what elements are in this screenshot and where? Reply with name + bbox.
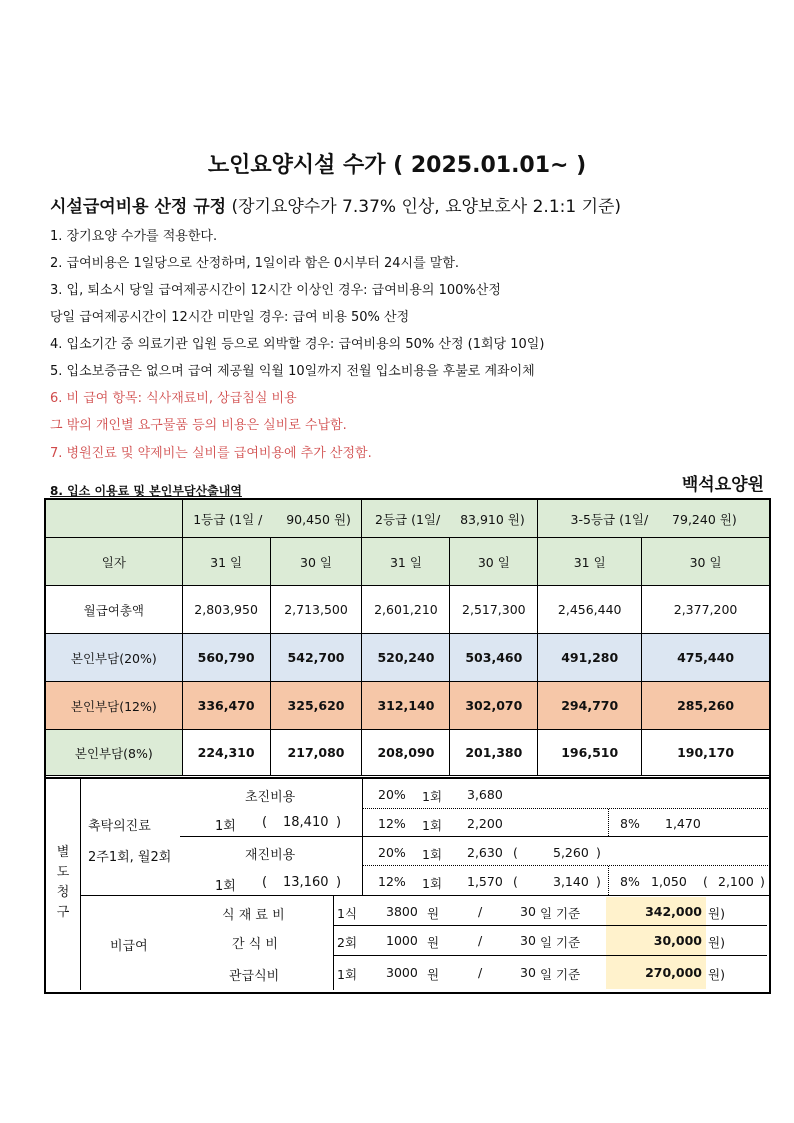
paren: ) [596, 845, 601, 860]
paren: ) [596, 874, 601, 889]
grade-1-label: 1등급 (1일 / [193, 511, 263, 527]
days-cell: 30 일 [642, 538, 770, 586]
won: 원 [427, 967, 440, 982]
rule-7: 7. 병원진료 및 약제비는 실비를 급여비용에 추가 산정함. [50, 446, 372, 461]
amount: 2,630 [467, 845, 503, 860]
days-cell: 31 일 [182, 538, 270, 586]
value-cell: 503,460 [450, 634, 538, 682]
separate-billing-label [55, 843, 71, 923]
side-char: 청 [56, 885, 70, 900]
rule-6: 6. 비 급여 항목: 식사재료비, 상급침실 비용 [50, 391, 297, 406]
divider [363, 808, 768, 809]
days-cell: 30 일 [270, 538, 362, 586]
unit: 원) [708, 967, 725, 982]
fee-table-frame [44, 498, 771, 779]
divider [363, 865, 768, 866]
amount: 1,570 [467, 874, 503, 889]
count: 1식 [337, 906, 358, 921]
rule-6-sub: 그 밖의 개인별 요구물품 등의 비용은 실비로 수납함. [50, 418, 347, 433]
paren: ) [336, 815, 342, 830]
value-cell: 542,700 [270, 634, 362, 682]
rule-3: 3. 입, 퇴소시 당일 급여제공시간이 12시간 이상인 경우: 급여비용의 100%산정 [50, 283, 501, 298]
days: 30 [520, 904, 536, 919]
row-label: 본인부담(8%) [46, 730, 183, 776]
first-visit-amount: 18,410 [283, 815, 329, 830]
tube-feeding-cost-label: 관급식비 [229, 969, 280, 984]
value-cell: 2,456,440 [538, 586, 642, 634]
amount: 3,680 [467, 787, 503, 802]
grade-3-label: 3-5등급 (1일/ [570, 511, 649, 527]
paren: ( [703, 874, 708, 889]
side-char: 구 [56, 905, 70, 920]
side-char: 도 [56, 865, 70, 880]
value-cell: 336,470 [182, 682, 270, 730]
divider [608, 866, 610, 895]
basis: 일 기준 [540, 935, 581, 950]
slash: / [478, 904, 483, 919]
value-cell: 224,310 [182, 730, 270, 776]
first-visit-count: 1회 [215, 819, 236, 834]
total: 342,000 [645, 904, 702, 919]
nonpay-label: 비급여 [110, 939, 148, 954]
days: 30 [520, 965, 536, 980]
revisit-title: 재진비용 [245, 848, 296, 863]
won: 원 [427, 935, 440, 950]
rule-2: 2. 급여비용은 1일당으로 산정하며, 1일이라 함은 0시부터 24시를 말함. [50, 256, 460, 271]
value-cell: 560,790 [182, 634, 270, 682]
rule-1: 1. 장기요양 수가를 적용한다. [50, 229, 218, 244]
value-cell: 217,080 [270, 730, 362, 776]
rule-5: 5. 입소보증금은 없으며 급여 제공월 익월 10일까지 전월 입소비용을 후불로 계좌이체 [50, 364, 535, 379]
unit: 원) [708, 906, 725, 921]
revisit-amount: 13,160 [283, 875, 329, 890]
value-cell: 201,380 [450, 730, 538, 776]
price: 3000 [386, 965, 418, 980]
total: 30,000 [653, 933, 702, 948]
days: 30 [520, 933, 536, 948]
slash: / [478, 965, 483, 980]
first-visit-title: 초진비용 [245, 790, 296, 805]
value-cell: 2,713,500 [270, 586, 362, 634]
value-cell: 475,440 [642, 634, 770, 682]
value-cell: 520,240 [362, 634, 450, 682]
divider [333, 896, 334, 990]
value-cell: 2,803,950 [182, 586, 270, 634]
value-cell: 302,070 [450, 682, 538, 730]
paren: ) [336, 875, 342, 890]
value-cell: 325,620 [270, 682, 362, 730]
paren: ( [262, 875, 268, 890]
slash: / [478, 933, 483, 948]
count: 1회 [422, 876, 443, 891]
row-label: 월급여총액 [46, 586, 183, 634]
amount: 2,200 [467, 816, 503, 831]
days-label: 일자 [46, 538, 183, 586]
divider [80, 779, 81, 990]
amount: 3,140 [553, 874, 589, 889]
value-cell: 2,377,200 [642, 586, 770, 634]
amount: 5,260 [553, 845, 589, 860]
count: 1회 [422, 818, 443, 833]
count: 1회 [422, 789, 443, 804]
pct-12: 12% [378, 816, 406, 831]
value-cell: 285,260 [642, 682, 770, 730]
value-cell: 312,140 [362, 682, 450, 730]
rule-3-sub: 당일 급여제공시간이 12시간 미만일 경우: 급여 비용 50% 산정 [50, 310, 410, 325]
count: 1회 [337, 967, 358, 982]
side-char: 별 [56, 845, 70, 860]
pct-20: 20% [378, 845, 406, 860]
doctor-visit-label: 촉탁의진료 [88, 819, 151, 834]
row-label: 본인부담(12%) [46, 682, 183, 730]
unit: 원) [708, 935, 725, 950]
value-cell: 2,601,210 [362, 586, 450, 634]
divider [363, 836, 768, 837]
basis: 일 기준 [540, 906, 581, 921]
pct-8: 8% [620, 816, 640, 831]
pct-12: 12% [378, 874, 406, 889]
doctor-visit-frequency: 2주1회, 월2회 [88, 850, 172, 865]
grade-2-fee: 83,910 원) [460, 511, 525, 527]
divider [180, 836, 362, 837]
paren: ( [513, 845, 518, 860]
pct-8: 8% [620, 874, 640, 889]
count: 1회 [422, 847, 443, 862]
count: 2회 [337, 935, 358, 950]
days-cell: 31 일 [538, 538, 642, 586]
amount: 2,100 [718, 874, 754, 889]
price: 3800 [386, 904, 418, 919]
page-title: 노인요양시설 수가 ( 2025.01.01~ ) [207, 153, 587, 178]
value-cell: 294,770 [538, 682, 642, 730]
fee-rules-heading [50, 192, 621, 217]
won: 원 [427, 906, 440, 921]
fee-rules-heading-note: (장기요양수가 7.37% 인상, 요양보호사 2.1:1 기준) [226, 197, 622, 217]
days-cell: 30 일 [450, 538, 538, 586]
divider [608, 809, 610, 836]
grade-1-fee: 90,450 원) [286, 511, 351, 527]
rule-4: 4. 입소기간 중 의료기관 입원 등으로 외박할 경우: 급여비용의 50% 산정 (1회당 10일) [50, 337, 545, 352]
grade-3-fee: 79,240 원) [672, 511, 737, 527]
section-8-title: 8. 입소 이용료 및 본인부담산출내역 [50, 484, 242, 498]
value-cell: 491,280 [538, 634, 642, 682]
paren: ) [760, 874, 765, 889]
value-cell: 208,090 [362, 730, 450, 776]
revisit-count: 1회 [215, 879, 236, 894]
amount: 1,050 [651, 874, 687, 889]
value-cell: 2,517,300 [450, 586, 538, 634]
amount: 1,470 [665, 816, 701, 831]
paren: ( [262, 815, 268, 830]
grade-2-label: 2등급 (1일/ [375, 511, 441, 527]
facility-name: 백석요양원 [681, 475, 764, 495]
value-cell: 196,510 [538, 730, 642, 776]
basis: 일 기준 [540, 967, 581, 982]
row-label: 본인부담(20%) [46, 634, 183, 682]
snack-cost-label: 간 식 비 [232, 937, 278, 952]
pct-20: 20% [378, 787, 406, 802]
divider [80, 895, 769, 896]
days-cell: 31 일 [362, 538, 450, 586]
divider [362, 779, 363, 895]
price: 1000 [386, 933, 418, 948]
value-cell: 190,170 [642, 730, 770, 776]
food-cost-label: 식 재 료 비 [222, 908, 285, 923]
fee-rules-heading-bold: 시설급여비용 산정 규정 [50, 197, 227, 217]
total: 270,000 [645, 965, 702, 980]
paren: ( [513, 874, 518, 889]
